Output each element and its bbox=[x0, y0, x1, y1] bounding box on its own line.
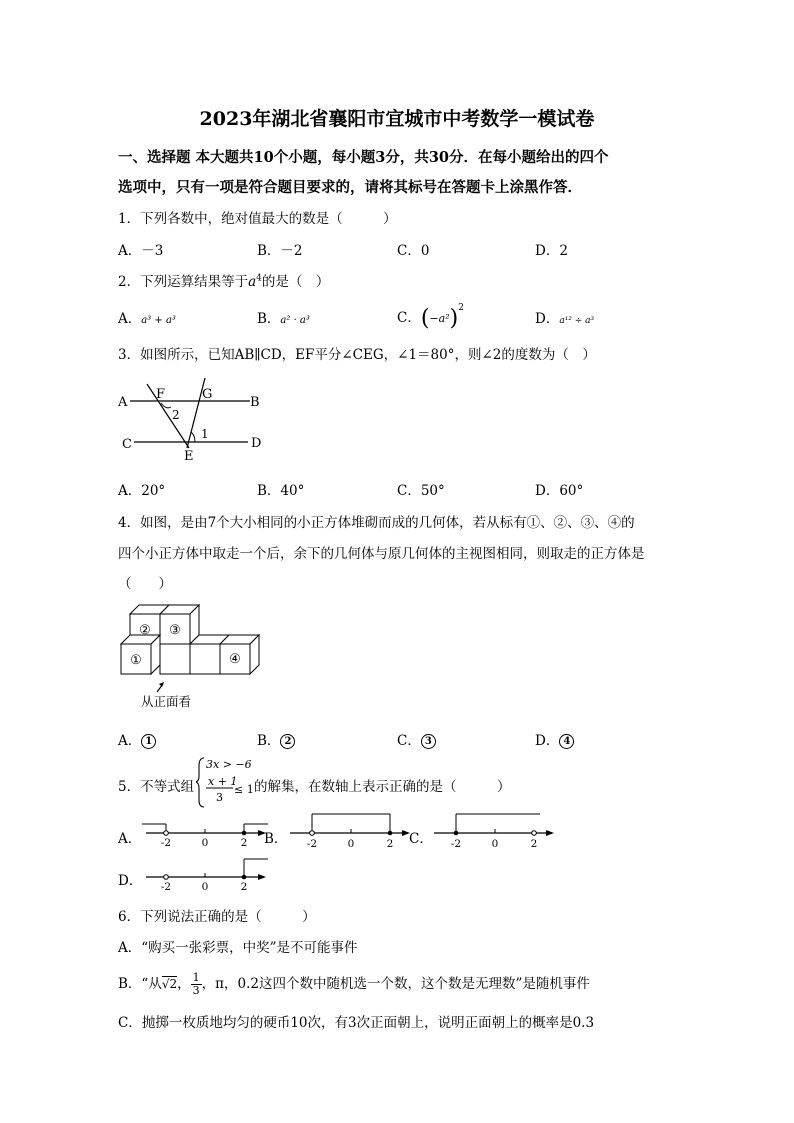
tick-0: 0 bbox=[201, 837, 209, 849]
q5-ineq2-rel: ≤ 1 bbox=[234, 783, 254, 796]
tick-neg2: -2 bbox=[160, 837, 172, 849]
tick-0: 0 bbox=[201, 881, 209, 893]
label-c: C bbox=[122, 437, 132, 452]
q2-option-d-letter: D． bbox=[535, 311, 560, 327]
q3-stem: 3．如图所示，已知AB∥CD，EF平分∠CEG，∠1＝80°，则∠2的度数为（ ） bbox=[118, 347, 596, 363]
q5-option-c-letter[interactable]: C． bbox=[409, 831, 433, 847]
q2-option-c-rparen: ) bbox=[449, 306, 459, 331]
q6-option-b-frac bbox=[191, 972, 202, 997]
q5-ineq2-den: 3 bbox=[216, 791, 223, 804]
q4-option-b-letter: B． bbox=[257, 733, 281, 749]
page-title: 2023年湖北省襄阳市宜城市中考数学一模试卷 bbox=[199, 108, 595, 130]
q5-option-a-letter[interactable]: A． bbox=[118, 831, 142, 847]
label-e: E bbox=[184, 449, 194, 464]
cube-label-3: ③ bbox=[169, 623, 181, 638]
q2-option-a-letter: A． bbox=[118, 311, 142, 327]
q4-option-c[interactable] bbox=[397, 729, 436, 749]
q4-figure bbox=[115, 600, 265, 712]
q6-option-a[interactable]: A．“购买一张彩票，中奖”是不可能事件 bbox=[118, 940, 358, 956]
q2-stem-var: a bbox=[248, 274, 257, 290]
q2-stem-exp: 4 bbox=[256, 273, 262, 284]
q6-option-b-post: ，π，0.2这四个数中随机选一个数，这个数是无理数”是随机事件 bbox=[201, 976, 590, 992]
section-heading-line2: 选项中，只有一项是符合题目要求的，请将其标号在答题卡上涂黑作答． bbox=[118, 179, 582, 196]
front-view-label: 从正面看 bbox=[141, 694, 192, 709]
q4-option-a-mark: 1 bbox=[141, 734, 156, 749]
q2-option-c-inner: −a² bbox=[429, 312, 450, 325]
q5-prefix: 5．不等式组 bbox=[118, 779, 195, 795]
tick-2: 2 bbox=[240, 881, 248, 893]
q5-ineq2-num: x + 1 bbox=[208, 775, 238, 788]
q5-option-b-letter[interactable]: B． bbox=[264, 831, 288, 847]
q4-stem-line2: 四个小正方体中取走一个后，余下的几何体与原几何体的主视图相同，则取走的正方体是 bbox=[118, 546, 645, 562]
q6-option-b[interactable]: B．“从√2， $\frac{1}{3}$ ，π，0.2这四个数中随机选一个数，这个数是无理数”是随机事件 bbox=[118, 971, 590, 997]
q2-stem-post: 的是（ ） bbox=[261, 274, 330, 290]
q5-option-d-letter[interactable]: D． bbox=[118, 873, 143, 889]
q2-option-a[interactable] bbox=[118, 307, 176, 327]
q4-option-b-mark: 2 bbox=[280, 734, 295, 749]
q1-option-a[interactable]: A．－3 bbox=[118, 243, 164, 259]
q2-option-c-lparen: ( bbox=[420, 306, 430, 331]
label-angle-1: 1 bbox=[201, 427, 209, 441]
q2-stem bbox=[118, 270, 329, 290]
q6-option-b-sqrt: √2 bbox=[161, 977, 178, 991]
q4-option-d-mark: 4 bbox=[559, 734, 574, 749]
q4-stem-line3: （ ） bbox=[118, 576, 172, 592]
q6-stem: 6．下列说法正确的是（ ） bbox=[118, 909, 316, 925]
label-d: D bbox=[251, 436, 262, 451]
tick-0: 0 bbox=[347, 838, 355, 850]
q2-option-a-expr: a³ + a³ bbox=[141, 315, 176, 326]
q4-stem-line1: 4．如图，是由7个大小相同的小正方体堆砌而成的几何体，若从标有①、②、③、④的 bbox=[118, 515, 635, 531]
tick-neg2: -2 bbox=[306, 838, 318, 850]
q2-option-c-exp: 2 bbox=[458, 303, 464, 313]
q2-stem-pre: 2．下列运算结果等于 bbox=[118, 274, 249, 290]
q2-option-d-expr: a¹² ÷ a³ bbox=[559, 316, 595, 326]
q5-option-b-numberline[interactable] bbox=[286, 810, 416, 852]
q5-option-a-numberline[interactable] bbox=[142, 815, 272, 851]
q2-option-c[interactable] bbox=[397, 303, 464, 331]
q2-option-b-expr: a² · a³ bbox=[280, 315, 310, 326]
line-ef bbox=[147, 384, 189, 448]
q4-option-d[interactable] bbox=[535, 729, 574, 749]
q4-option-d-letter: D． bbox=[535, 733, 560, 749]
q1-option-b[interactable]: B．－2 bbox=[257, 243, 303, 259]
cube-label-4: ④ bbox=[229, 652, 241, 667]
q6-frac-den: 3 bbox=[192, 984, 200, 997]
label-angle-2: 2 bbox=[172, 408, 180, 422]
q6-frac-num: 1 bbox=[192, 971, 200, 984]
q3-figure bbox=[112, 372, 272, 464]
section-heading-line1: 一、选择题 本大题共10个小题，每小题3分，共30分．在每小题给出的四个 bbox=[118, 149, 609, 166]
q6-option-b-pre: B．“从 bbox=[118, 976, 162, 992]
q4-option-a-letter: A． bbox=[118, 733, 142, 749]
label-g: G bbox=[202, 387, 213, 402]
q5-system bbox=[196, 754, 258, 810]
q3-option-d[interactable]: D．60° bbox=[535, 483, 584, 499]
q5-suffix: 的解集，在数轴上表示正确的是（ ） bbox=[254, 779, 511, 795]
cube-label-2: ② bbox=[139, 623, 151, 638]
q1-option-d[interactable]: D．2 bbox=[535, 243, 568, 259]
q3-option-b[interactable]: B．40° bbox=[257, 483, 305, 499]
label-f: F bbox=[156, 387, 166, 402]
tick-2: 2 bbox=[530, 838, 538, 850]
tick-0: 0 bbox=[491, 838, 499, 850]
q3-option-c[interactable]: C．50° bbox=[397, 483, 445, 499]
q6-option-c[interactable]: C．抛掷一枚质地均匀的硬币10次，有3次正面朝上，说明正面朝上的概率是0.3 bbox=[118, 1015, 595, 1031]
q5-option-d-numberline[interactable] bbox=[142, 853, 272, 893]
q4-option-c-letter: C． bbox=[397, 733, 421, 749]
tick-neg2: -2 bbox=[160, 881, 172, 893]
q2-option-d[interactable] bbox=[535, 307, 594, 327]
label-a: A bbox=[118, 395, 128, 410]
tick-2: 2 bbox=[386, 838, 394, 850]
tick-neg2: -2 bbox=[450, 838, 462, 850]
label-b: B bbox=[250, 395, 260, 410]
q4-option-b[interactable] bbox=[257, 729, 295, 749]
q1-option-c[interactable]: C．0 bbox=[397, 243, 430, 259]
q1-stem: 1．下列各数中，绝对值最大的数是（ ） bbox=[118, 211, 397, 227]
q5-ineq1: 3x > −6 bbox=[206, 758, 252, 771]
q3-option-a[interactable]: A．20° bbox=[118, 483, 166, 499]
angle-1-arc bbox=[191, 432, 195, 442]
q4-option-c-mark: 3 bbox=[421, 734, 436, 749]
q5-option-c-numberline[interactable] bbox=[430, 810, 560, 852]
q2-option-b-letter: B． bbox=[257, 311, 281, 327]
tick-2: 2 bbox=[240, 837, 248, 849]
q2-option-b[interactable] bbox=[257, 307, 310, 327]
q4-option-a[interactable] bbox=[118, 729, 156, 749]
cube-label-1: ① bbox=[130, 653, 142, 668]
q2-option-c-letter: C． bbox=[397, 310, 421, 326]
